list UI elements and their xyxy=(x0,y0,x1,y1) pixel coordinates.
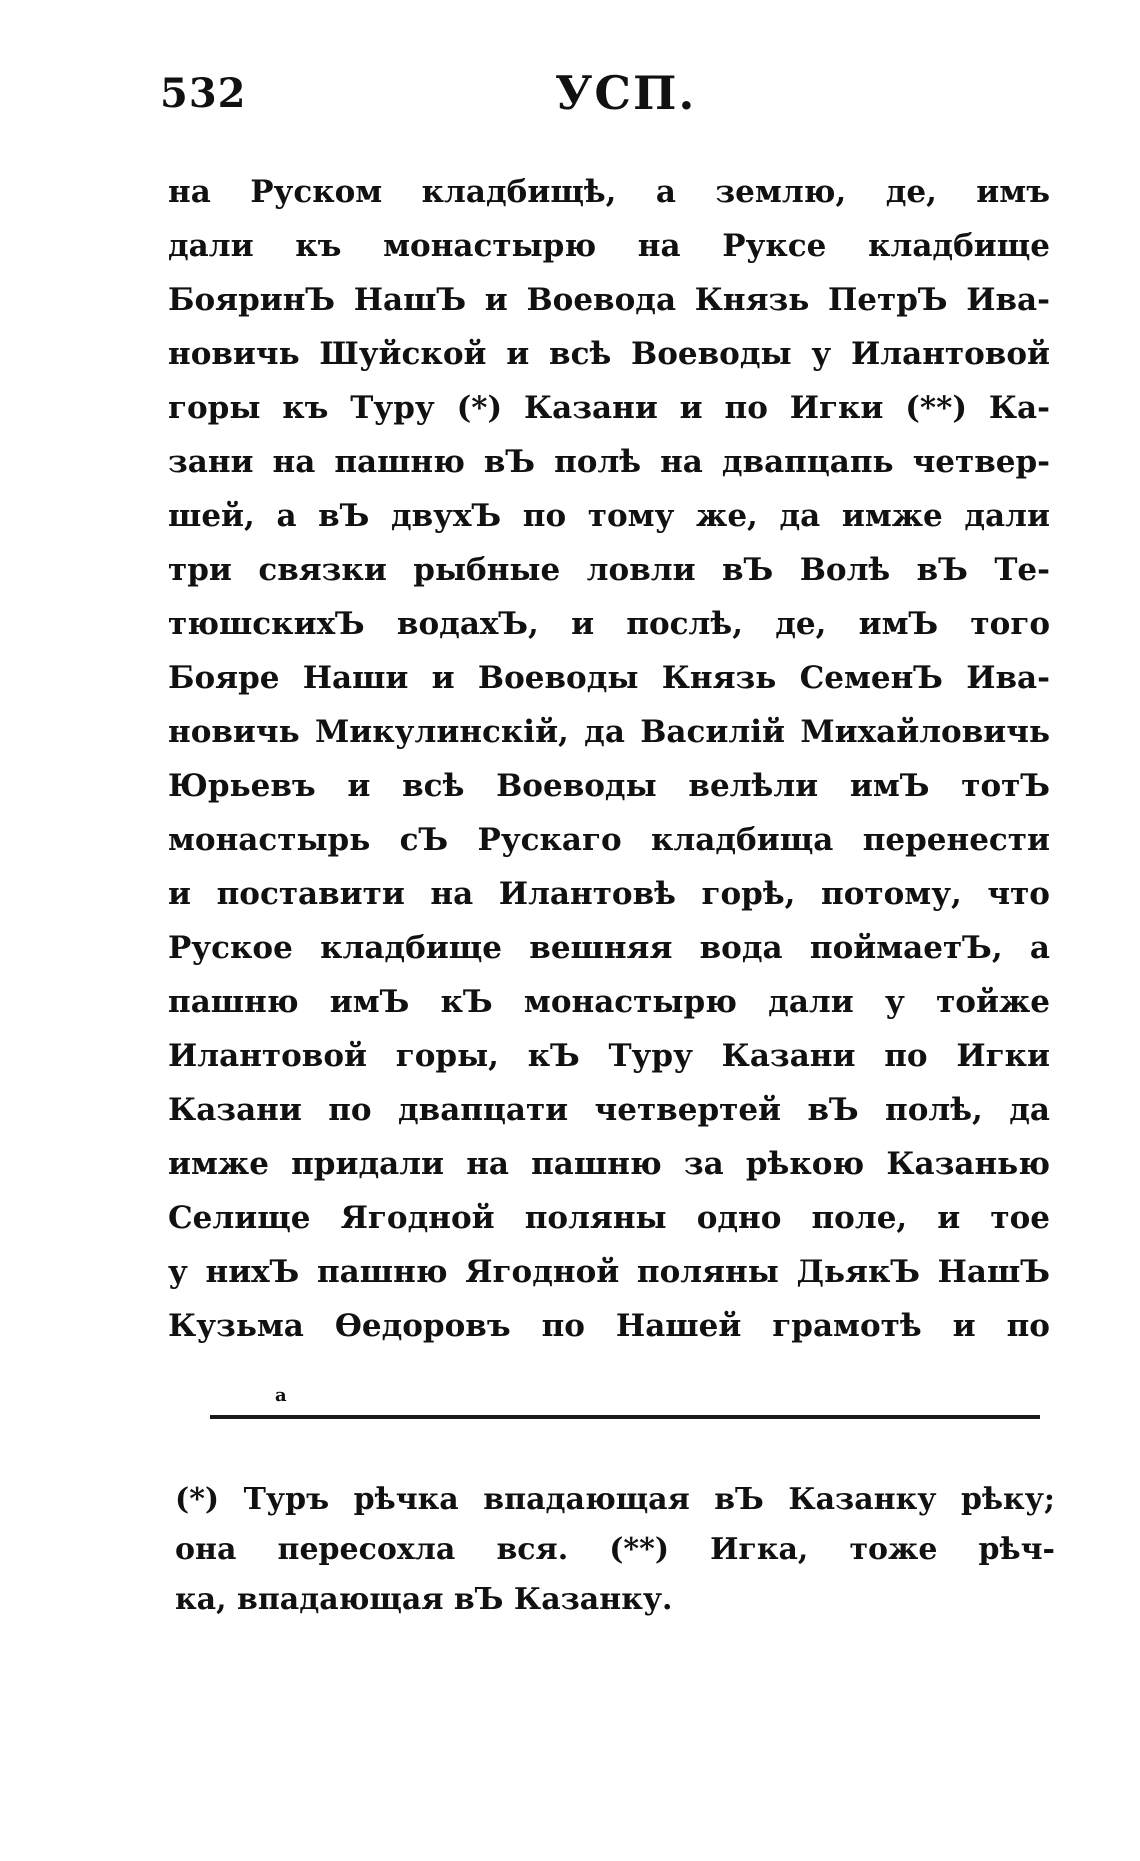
text-line: на Руском кладбищѣ, а землю, де, имъ xyxy=(168,174,1050,210)
footnote-line: ка, впадающая вЪ Казанку. xyxy=(175,1582,673,1617)
text-line: Селище Ягодной поляны одно поле, и тое xyxy=(168,1200,1050,1236)
text-line: БояринЪ НашЪ и Воевода Князь ПетрЪ Ива- xyxy=(168,282,1050,318)
catchword: а xyxy=(275,1385,287,1406)
text-line: и поставити на Илантовѣ горѣ, потому, что xyxy=(168,876,1050,912)
text-line: монастырь сЪ Рускаго кладбища перенести xyxy=(168,822,1050,858)
text-line: новичь Микулинскій, да Василій Михайловичь xyxy=(168,714,1050,750)
text-line: горы къ Туру (*) Казани и по Игки (**) Ка- xyxy=(168,390,1050,426)
text-line: Руское кладбище вешняя вода поймаетЪ, а xyxy=(168,930,1050,966)
text-line: Кузьма Өедоровъ по Нашей грамотѣ и по xyxy=(168,1308,1050,1344)
text-line: Казани по двапцати четвертей вЪ полѣ, да xyxy=(168,1092,1050,1128)
body-text xyxy=(168,165,1050,1353)
page-number: 532 xyxy=(160,70,247,117)
text-line: имже придали на пашню за рѣкою Казанью xyxy=(168,1146,1050,1182)
footnote-line: она пересохла вся. (**) Игка, тоже рѣч- xyxy=(175,1532,1055,1567)
text-line: Бояре Наши и Воеводы Князь СеменЪ Ива- xyxy=(168,660,1050,696)
text-line: зани на пашню вЪ полѣ на двапцапь четвер- xyxy=(168,444,1050,480)
text-line: новичь Шуйской и всѣ Воеводы у Илантовой xyxy=(168,336,1050,372)
footnote xyxy=(175,1475,1055,1625)
text-line: пашню имЪ кЪ монастырю дали у тойже xyxy=(168,984,1050,1020)
running-head: УСП. xyxy=(555,66,697,120)
text-line: три связки рыбные ловли вЪ Волѣ вЪ Те- xyxy=(168,552,1050,588)
footnote-line: (*) Туръ рѣчка впадающая вЪ Казанку рѣку; xyxy=(175,1482,1055,1517)
text-line: шей, а вЪ двухЪ по тому же, да имже дали xyxy=(168,498,1050,534)
text-line: у нихЪ пашню Ягодной поляны ДьякЪ НашЪ xyxy=(168,1254,1050,1290)
text-line: дали къ монастырю на Руксе кладбище xyxy=(168,228,1050,264)
text-line: Илантовой горы, кЪ Туру Казани по Игки xyxy=(168,1038,1050,1074)
text-line: тюшскихЪ водахЪ, и послѣ, де, имЪ того xyxy=(168,606,1050,642)
text-line: Юрьевъ и всѣ Воеводы велѣли имЪ тотЪ xyxy=(168,768,1050,804)
footnote-divider xyxy=(210,1415,1040,1419)
page-header xyxy=(160,66,1050,130)
